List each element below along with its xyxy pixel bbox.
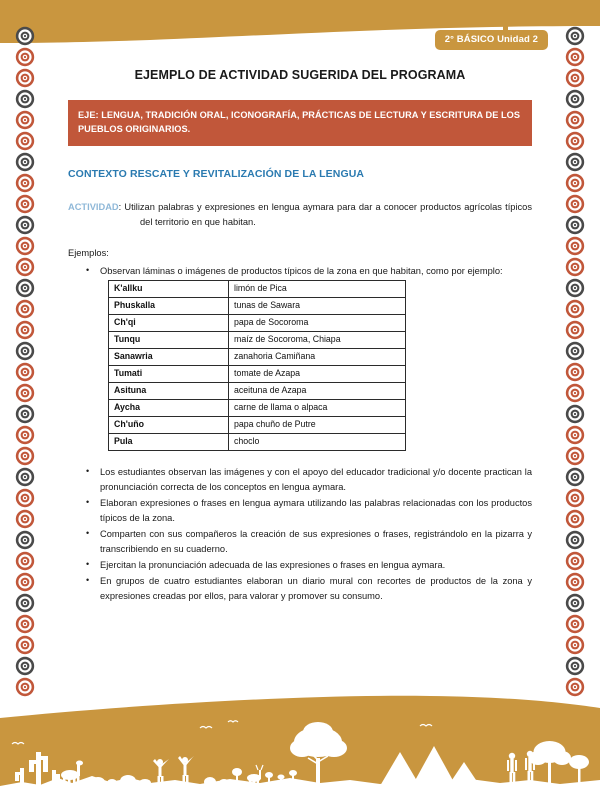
table-cell-meaning: aceituna de Azapa	[229, 382, 406, 399]
context-heading: CONTEXTO RESCATE Y REVITALIZACIÓN DE LA LENGUA	[68, 167, 365, 180]
table-cell-meaning: tunas de Sawara	[229, 297, 406, 314]
list-item: • Comparten con sus compañeros la creación de sus expresiones o frases, registrándolo en la pizarra y transcribiendo en su cuaderno.	[100, 527, 532, 557]
table-cell-term: Ch'uño	[109, 416, 229, 433]
list-item: • En grupos de cuatro estudiantes elaboran un diario mural con recortes de productos de la zona y expresiones creadas por ellos, para valorar y promover su consumo.	[100, 574, 532, 604]
table-cell-meaning: carne de llama o alpaca	[229, 399, 406, 416]
page-title: EJEMPLO DE ACTIVIDAD SUGERIDA DEL PROGRAMA	[134, 68, 466, 82]
table-cell-term: Phuskalla	[109, 297, 229, 314]
table-row	[109, 416, 406, 433]
intro-bullet-list	[68, 264, 532, 279]
table-cell-term: Aycha	[109, 399, 229, 416]
table-row	[109, 365, 406, 382]
table-row	[109, 433, 406, 450]
table-cell-meaning: maíz de Socoroma, Chiapa	[229, 331, 406, 348]
list-item: • Observan láminas o imágenes de productos típicos de la zona en que habitan, como por ejemplo:	[100, 264, 532, 279]
table-row	[109, 382, 406, 399]
activity-paragraph	[68, 200, 532, 230]
table-cell-term: Pula	[109, 433, 229, 450]
right-ornament-column	[558, 26, 592, 698]
activity-text: : Utilizan palabras y expresiones en lengua aymara para dar a conocer productos agrícolas típicos del territorio en que habitan.	[118, 201, 532, 227]
table-cell-term: Tunqu	[109, 331, 229, 348]
table-row	[109, 314, 406, 331]
table-row	[109, 280, 406, 297]
table-cell-term: Asituna	[109, 382, 229, 399]
table-row	[109, 399, 406, 416]
table-cell-meaning: zanahoria Camiñana	[229, 348, 406, 365]
list-item: • Ejercitan la pronunciación adecuada de las expresiones o frases en lengua aymara.	[100, 558, 532, 573]
table-cell-term: K'allku	[109, 280, 229, 297]
table-row	[109, 297, 406, 314]
list-item: • Los estudiantes observan las imágenes y con el apoyo del educador tradicional y/o docente practican la pronunciación correcta de los conceptos en lengua aymara.	[100, 465, 532, 495]
examples-label: Ejemplos:	[68, 247, 109, 258]
left-ornament-column	[8, 26, 42, 698]
document-content	[68, 68, 532, 605]
table-cell-term: Sanawria	[109, 348, 229, 365]
list-item: • Elaboran expresiones o frases en lengua aymara utilizando las palabras relacionadas con los productos típicos de la zona.	[100, 496, 532, 526]
activity-bullet-list	[68, 465, 532, 604]
eje-banner: EJE: LENGUA, TRADICIÓN ORAL, ICONOGRAFÍA, PRÁCTICAS DE LECTURA Y ESCRITURA DE LOS PUEBLOS ORIGINARIOS.	[68, 100, 532, 146]
table-cell-meaning: limón de Pica	[229, 280, 406, 297]
table-cell-term: Tumati	[109, 365, 229, 382]
table-row	[109, 331, 406, 348]
activity-label: ACTIVIDAD	[68, 201, 119, 212]
table-cell-meaning: papa de Socoroma	[229, 314, 406, 331]
footer-illustration	[0, 690, 600, 800]
table-cell-term: Ch'qi	[109, 314, 229, 331]
table-cell-meaning: choclo	[229, 433, 406, 450]
unit-badge: 2° BÁSICO Unidad 2	[435, 30, 548, 50]
table-cell-meaning: tomate de Azapa	[229, 365, 406, 382]
vocabulary-table	[108, 280, 406, 451]
table-cell-meaning: papa chuño de Putre	[229, 416, 406, 433]
table-row	[109, 348, 406, 365]
